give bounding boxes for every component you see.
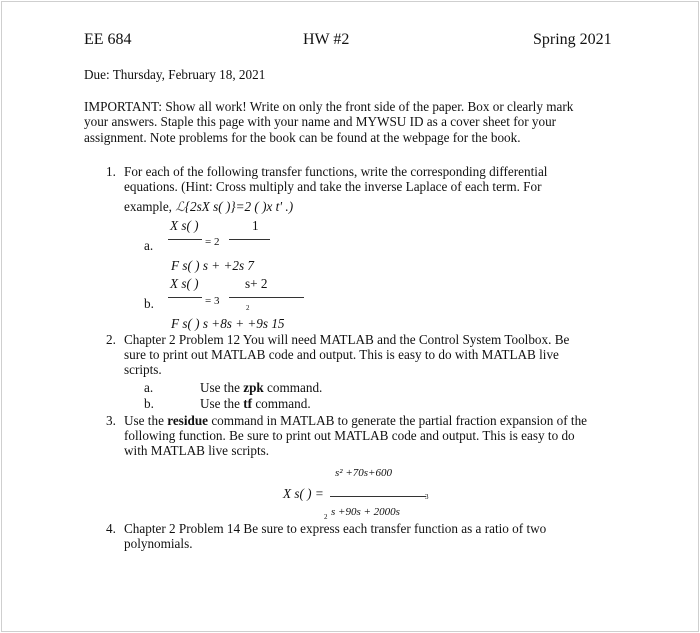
p1a-denominator: F s( ) s + +2s 7 xyxy=(171,258,255,273)
problem-3-line-2: following function. Be sure to print out MATLAB code and output. This is easy to do xyxy=(124,428,575,443)
p3-fraction-bar xyxy=(330,496,426,497)
problem-3-line-1: Use the residue command in MATLAB to generate the partial fraction expansion of the xyxy=(124,413,588,428)
p1a-fraction-bar-left xyxy=(168,239,202,240)
p3-power-3: 3 xyxy=(425,493,429,501)
p1b-fraction-bar-left xyxy=(168,297,202,298)
term: Spring 2021 xyxy=(533,31,612,48)
example-expression: {2sX s( )}=2 ( )x t' .) xyxy=(184,199,294,214)
problem-2-line-3: scripts. xyxy=(124,362,162,377)
p2b-label: b. xyxy=(144,396,154,411)
p3-numerator: s² +70s+600 xyxy=(335,467,392,479)
p2a-text: Use the zpk command. xyxy=(200,380,323,395)
problem-3-number: 3. xyxy=(106,413,116,428)
problem-3-line-3: with MATLAB live scripts. xyxy=(124,443,270,458)
important-line-1: IMPORTANT: Show all work! Write on only the front side of the paper. Box or clearly mark xyxy=(84,99,574,114)
p1b-numerator-left: X s( ) xyxy=(170,276,199,291)
hw-title: HW #2 xyxy=(303,31,350,48)
p1b-denominator: F s( ) s +8s + +9s 15 xyxy=(171,316,285,331)
problem-4-line-1: Chapter 2 Problem 14 Be sure to express each transfer function as a ratio of two xyxy=(124,521,547,536)
problem-1-line-2: equations. (Hint: Cross multiply and take the inverse Laplace of each term. For xyxy=(124,179,542,194)
problem-1-number: 1. xyxy=(106,164,116,179)
p1b-label: b. xyxy=(144,296,154,311)
p3-lhs: X s( ) = xyxy=(283,486,324,501)
problem-2-number: 2. xyxy=(106,332,116,347)
p1a-fraction-bar-right xyxy=(229,239,270,240)
problem-2-line-1: Chapter 2 Problem 12 You will need MATLAB and the Control System Toolbox. Be xyxy=(124,332,570,347)
p1b-numerator-right: s+ 2 xyxy=(245,276,268,291)
problem-1-example xyxy=(124,199,293,214)
problem-4-line-2: polynomials. xyxy=(124,536,193,551)
p1a-equals: = 2 xyxy=(205,236,220,248)
p1a-label: a. xyxy=(144,238,154,253)
p3-power-2: 2 xyxy=(324,513,328,521)
important-line-3: assignment. Note problems for the book can be found at the webpage for the book. xyxy=(84,130,521,145)
p1a-numerator-left: X s( ) xyxy=(170,218,199,233)
p2b-text: Use the tf command. xyxy=(200,396,311,411)
laplace-script-l-icon: ℒ xyxy=(175,199,185,214)
p2a-label: a. xyxy=(144,380,154,395)
p1b-equals: = 3 xyxy=(205,295,220,307)
page-border xyxy=(1,1,699,632)
p1b-fraction-bar-right xyxy=(229,297,304,298)
important-line-2: your answers. Staple this page with your name and MYWSU ID as a cover sheet for your xyxy=(84,114,557,129)
problem-4-number: 4. xyxy=(106,521,116,536)
problem-1-line-1: For each of the following transfer functions, write the corresponding differential xyxy=(124,164,548,179)
p1b-power-2: 2 xyxy=(246,304,250,312)
p3-denominator: s +90s + 2000s xyxy=(331,506,400,518)
p1a-numerator-right: 1 xyxy=(252,218,259,233)
due-date: Due: Thursday, February 18, 2021 xyxy=(84,67,266,82)
course-number: EE 684 xyxy=(84,31,132,48)
example-prefix: example, xyxy=(124,199,176,214)
problem-2-line-2: sure to print out MATLAB code and output. This is easy to do with MATLAB live xyxy=(124,347,559,362)
